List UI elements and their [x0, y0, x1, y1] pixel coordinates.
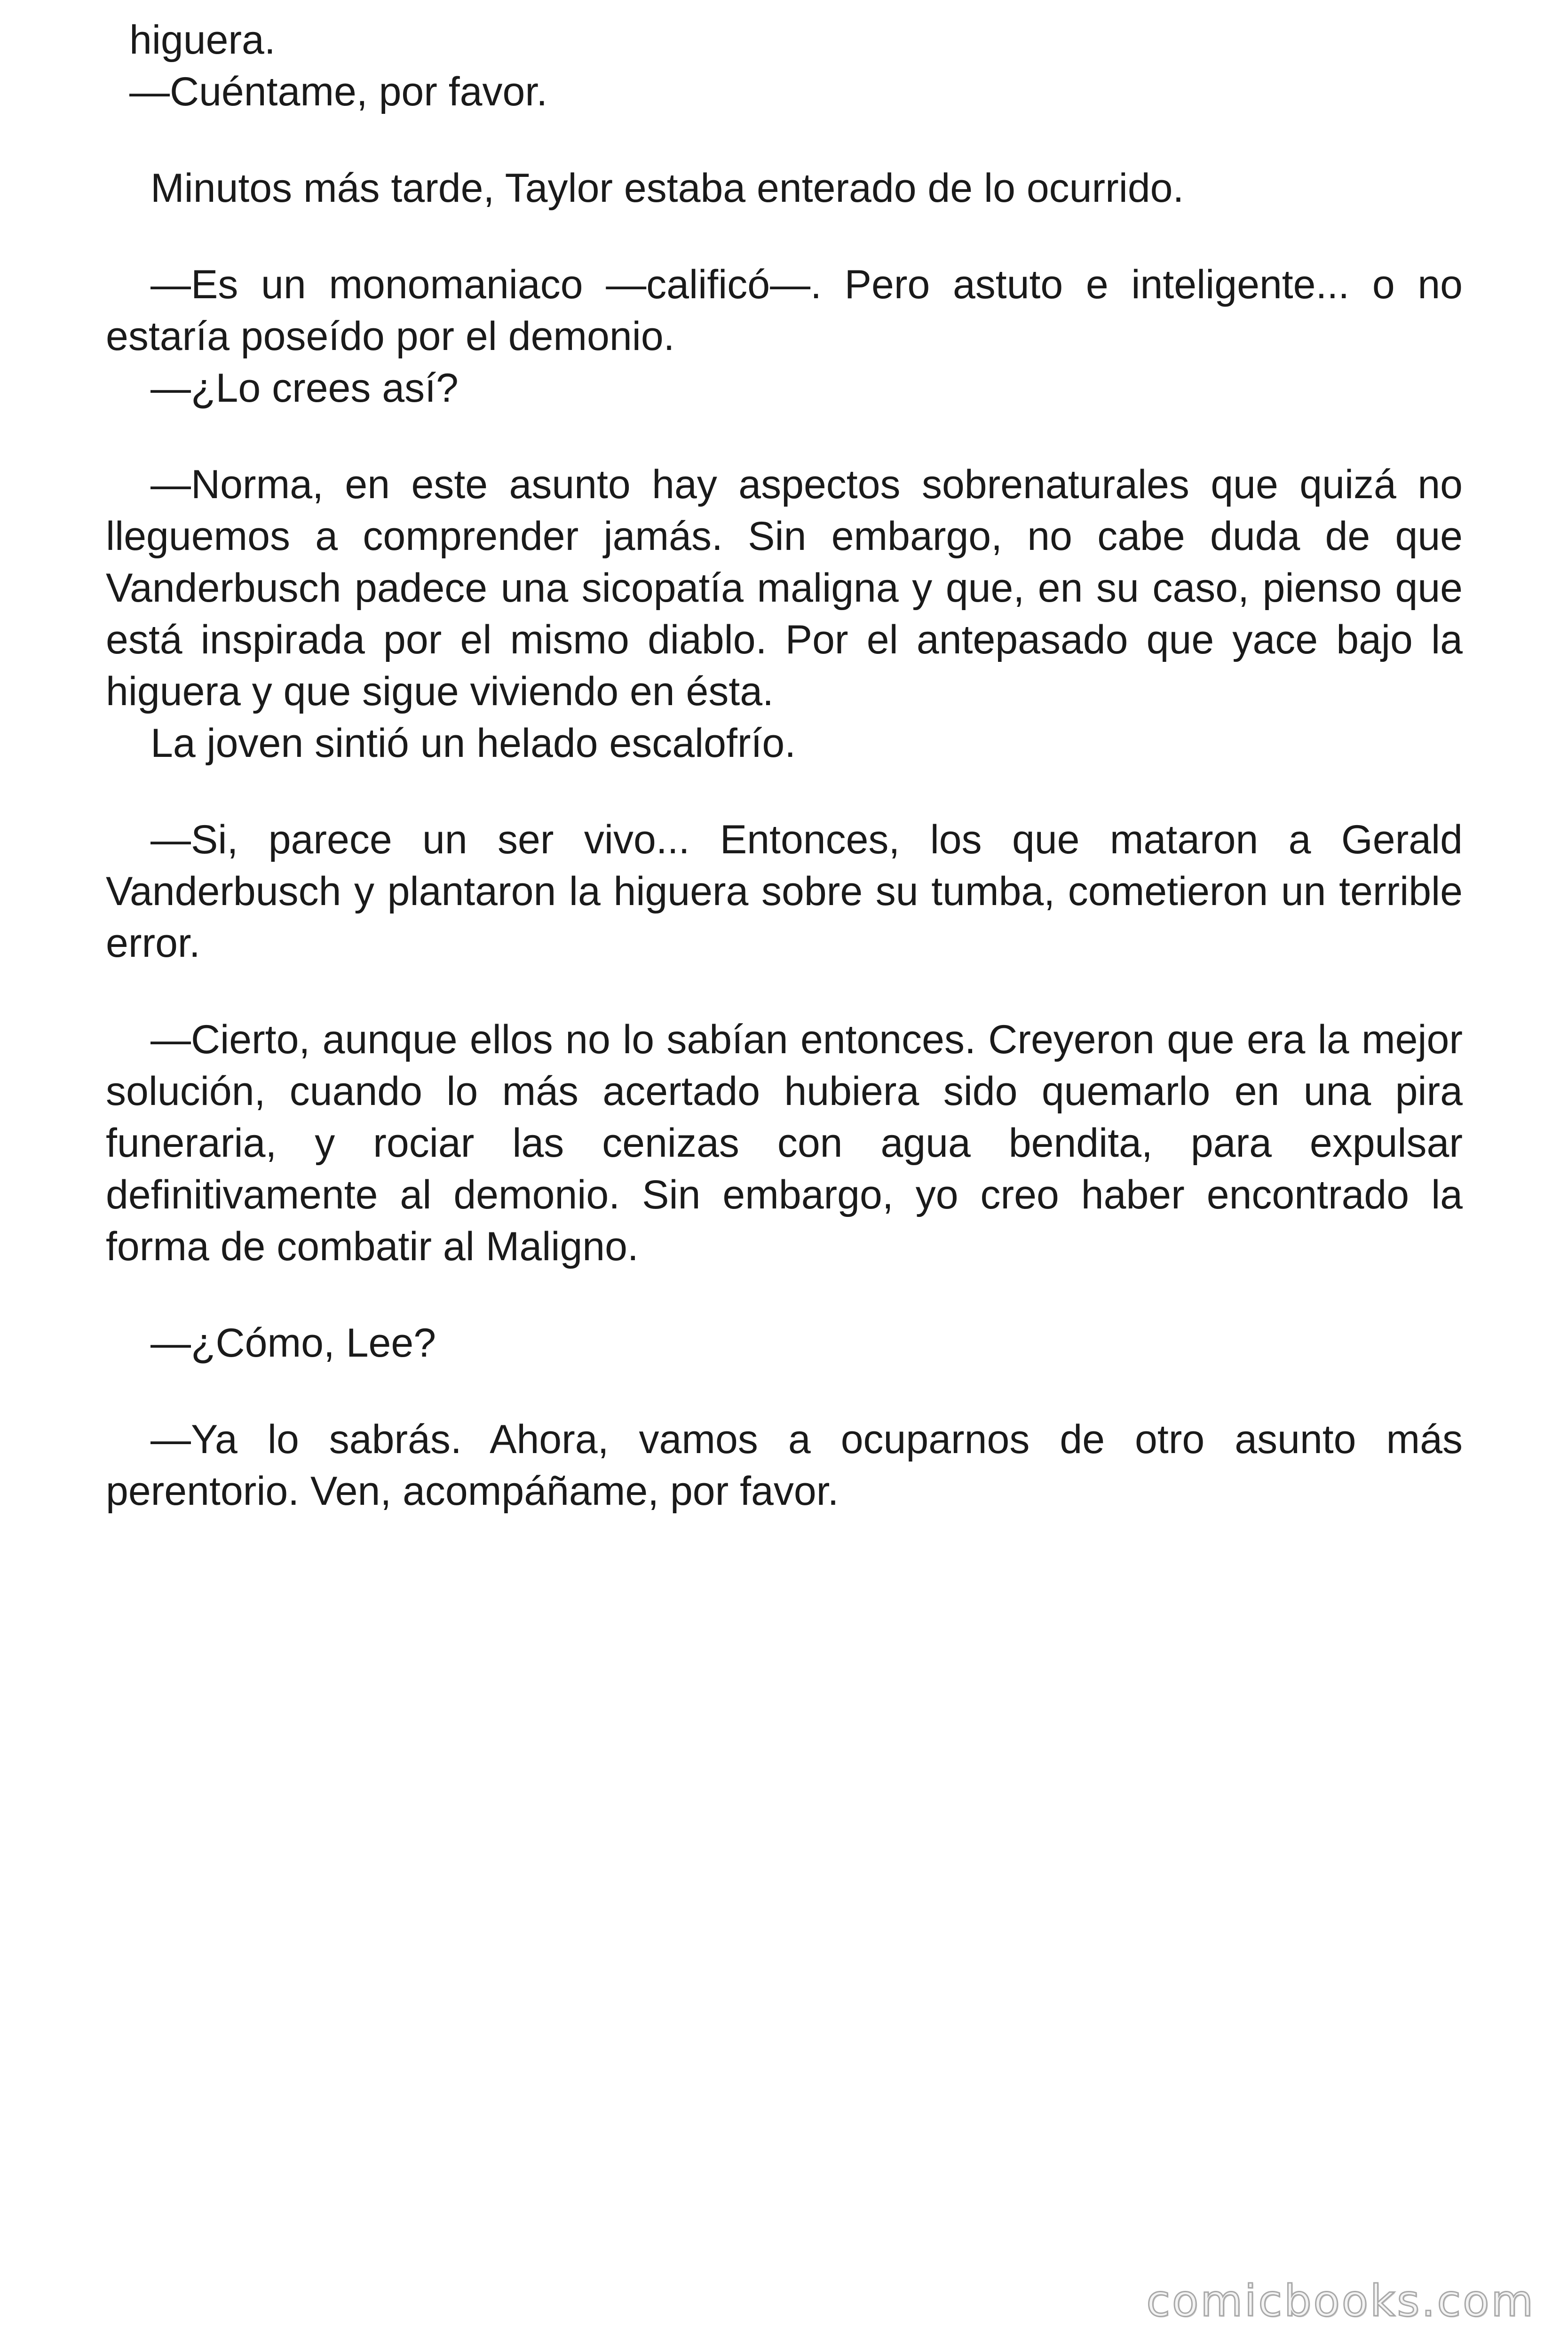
page-text: [106, 14, 1463, 1517]
paragraph-7: La joven sintió un helado escalofrío.: [150, 721, 796, 766]
paragraph-5: —¿Lo crees así?: [150, 366, 459, 411]
paragraph-2: —Cuéntame, por favor.: [129, 69, 548, 114]
paragraph-9: —Cierto, aunque ellos no lo sabían entonces. Creyeron que era la mejor solución, cuando lo más acertado hubiera sido quemarlo en una pira funeraria, y rociar las cenizas con agua bendita, para expulsar definitivamente al demonio. Sin embargo, yo creo haber encontrado la forma de combatir al Maligno.: [106, 1017, 1463, 1269]
watermark: comicbooks.com: [1146, 2276, 1535, 2326]
paragraph-6: —Norma, en este asunto hay aspectos sobrenaturales que quizá no lleguemos a comprender jamás. Sin embargo, no cabe duda de que Vanderbusch padece una sicopatía maligna y que, en su caso, pienso que está inspirada por el mismo diablo. Por el antepasado que yace bajo la higuera y que sigue viviendo en ésta.: [106, 462, 1463, 714]
paragraph-11: —Ya lo sabrás. Ahora, vamos a ocuparnos de otro asunto más perentorio. Ven, acompáñame, por favor.: [106, 1417, 1463, 1514]
paragraph-8: —Si, parece un ser vivo... Entonces, los que mataron a Gerald Vanderbusch y plantaron la higuera sobre su tumba, cometieron un terrible error.: [106, 817, 1463, 966]
paragraph-4: —Es un monomaniaco —calificó—. Pero astuto e inteligente... o no estaría poseído por el demonio.: [106, 262, 1463, 359]
paragraph-10: —¿Cómo, Lee?: [150, 1320, 436, 1366]
paragraph-1: higuera.: [129, 17, 276, 63]
paragraph-3: Minutos más tarde, Taylor estaba enterado de lo ocurrido.: [150, 166, 1184, 211]
